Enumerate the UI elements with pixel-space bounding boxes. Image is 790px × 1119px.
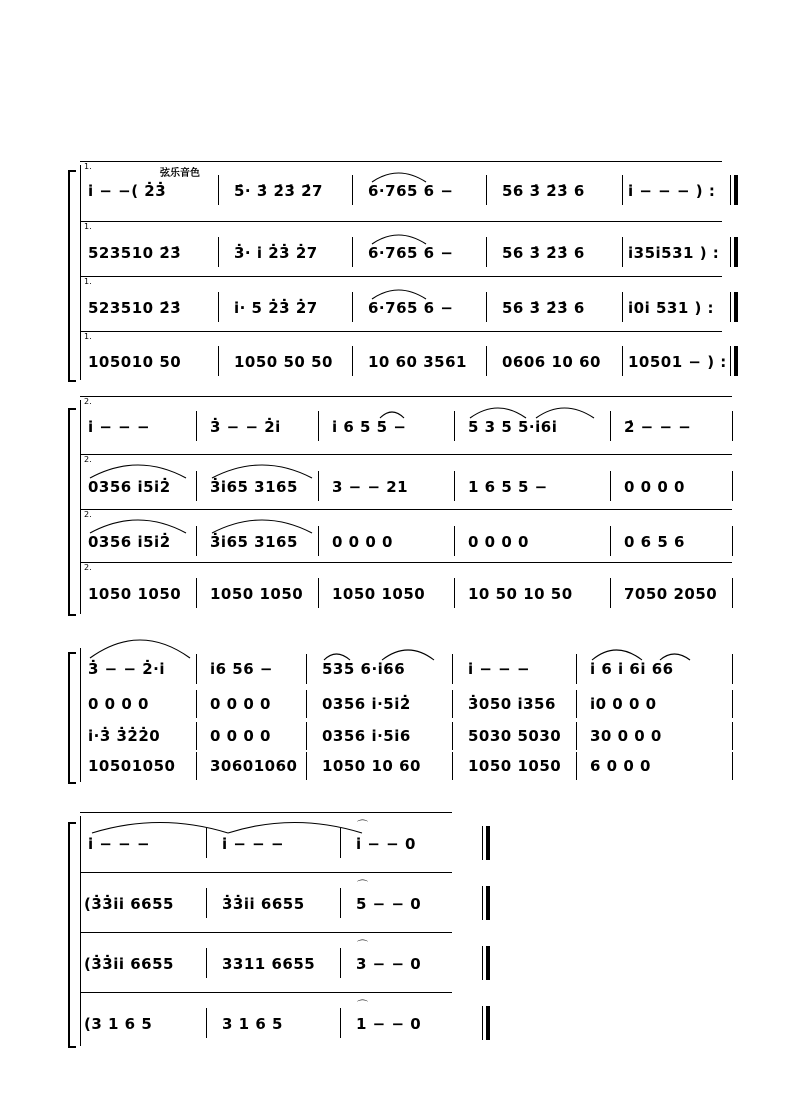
measure: i 6 5 5 − (332, 418, 407, 436)
measure: 1050 1050 (88, 585, 182, 603)
measure: 0 0 0 0 (332, 533, 393, 551)
measure: 0 0 0 0 (88, 695, 149, 713)
measure: i − −( 2̇3̇ (88, 182, 167, 200)
measure: 0606 10 60 (502, 353, 601, 371)
measure: 3̇3̇ii 6655 (222, 895, 305, 913)
measure: 523510 2̇3̇ (88, 244, 182, 262)
volta-label: 1. (84, 277, 92, 286)
volta-label: 2. (84, 563, 92, 572)
timbre-annotation: 弦乐音色 (160, 168, 200, 179)
measure: 10 50 10 50 (468, 585, 573, 603)
measure: 0 0 0 0 (468, 533, 529, 551)
measure: 3̇ − − 2̇·i (88, 660, 166, 678)
measure: i35i531 ) : (628, 244, 720, 262)
measure: i0i 531 ) : (628, 299, 715, 317)
measure: 2̇ − − − (624, 418, 692, 436)
measure: 30 0 0 0 (590, 727, 662, 745)
measure: 10501050 (88, 757, 176, 775)
measure: 3̇· i 2̇3̇ 2̇7 (234, 244, 318, 262)
measure: 6·765 6 − (368, 299, 454, 317)
measure: 0356 i5i2̇ (88, 478, 171, 496)
fermata-icon: ⌒ (357, 939, 368, 952)
volta-label: 1. (84, 162, 92, 171)
volta-label: 2. (84, 397, 92, 406)
fermata-icon: ⌒ (357, 999, 368, 1012)
tie (228, 823, 362, 834)
measure: i − − − (222, 835, 285, 853)
measure: (3̇3̇ii 6655 (84, 955, 174, 973)
measure: 5 − − 0 (356, 895, 422, 913)
measure: 1050 1050 (332, 585, 426, 603)
measure: i − − 0 (356, 835, 416, 853)
volta-label: 2. (84, 455, 92, 464)
measure: i − − − (468, 660, 531, 678)
measure: (3 1 6 5 (84, 1015, 153, 1033)
measure: i − − − (88, 418, 151, 436)
measure: 535 6·i66 (322, 660, 406, 678)
measure: 3̇i65 3165 (210, 533, 298, 551)
measure: 3 − − 21 (332, 478, 409, 496)
measure: 6·765 6 − (368, 244, 454, 262)
fermata-icon: ⌒ (357, 819, 368, 832)
measure: 5030 5030 (468, 727, 562, 745)
measure: 3 − − 0 (356, 955, 422, 973)
measure: 1050 1050 (210, 585, 304, 603)
volta-label: 2. (84, 510, 92, 519)
measure: i − − − ) : (628, 182, 716, 200)
measure: 3 1 6 5 (222, 1015, 283, 1033)
measure: 3̇050 i356 (468, 695, 556, 713)
measure: 10 60 3561 (368, 353, 467, 371)
measure: 5̇· 3̇ 2̇3̇ 2̇7 (234, 182, 323, 200)
measure: 7050 2050 (624, 585, 718, 603)
measure: 6·765 6 − (368, 182, 454, 200)
measure: 3̇i65 3165 (210, 478, 298, 496)
measure: (3̇3̇ii 6655 (84, 895, 174, 913)
measure: 0356 i·5i6 (322, 727, 411, 745)
measure: 1050 1050 (468, 757, 562, 775)
measure: 0356 i5i2̇ (88, 533, 171, 551)
measure: 30601060 (210, 757, 298, 775)
measure: 56 3̇ 2̇3̇ 6 (502, 299, 585, 317)
measure: 3̇ − − 2̇i (210, 418, 281, 436)
measure: 1050 10 60 (322, 757, 421, 775)
measure: 10501 − ) : (628, 353, 727, 371)
measure: i − − − (88, 835, 151, 853)
measure: 1 6 5 5 − (468, 478, 548, 496)
fermata-icon: ⌒ (357, 879, 368, 892)
tie (92, 823, 228, 834)
measure: 56 3̇ 2̇3̇ 6 (502, 244, 585, 262)
volta-label: 1. (84, 222, 92, 231)
measure: 105010 50 (88, 353, 182, 371)
measure: i·3̇ 3̇2̇2̇0 (88, 727, 161, 745)
measure: 1 − − 0 (356, 1015, 422, 1033)
measure: 0 0 0 0 (210, 695, 271, 713)
measure: 5 3 5 5·i6i (468, 418, 558, 436)
measure: 0 6 5 6 (624, 533, 685, 551)
measure: 0356 i·5i2̇ (322, 695, 411, 713)
measure: 56 3̇ 2̇3̇ 6 (502, 182, 585, 200)
measure: 6 0 0 0 (590, 757, 651, 775)
measure: i6 56 − (210, 660, 273, 678)
measure: 1050 50 50 (234, 353, 333, 371)
measure: 0 0 0 0 (624, 478, 685, 496)
measure: 523510 2̇3̇ (88, 299, 182, 317)
volta-label: 1. (84, 332, 92, 341)
measure: i· 5 2̇3̇ 2̇7 (234, 299, 318, 317)
measure: i 6 i 6i 66 (590, 660, 674, 678)
measure: 3311 6655 (222, 955, 316, 973)
measure: 0 0 0 0 (210, 727, 271, 745)
measure: i0 0 0 0 (590, 695, 657, 713)
